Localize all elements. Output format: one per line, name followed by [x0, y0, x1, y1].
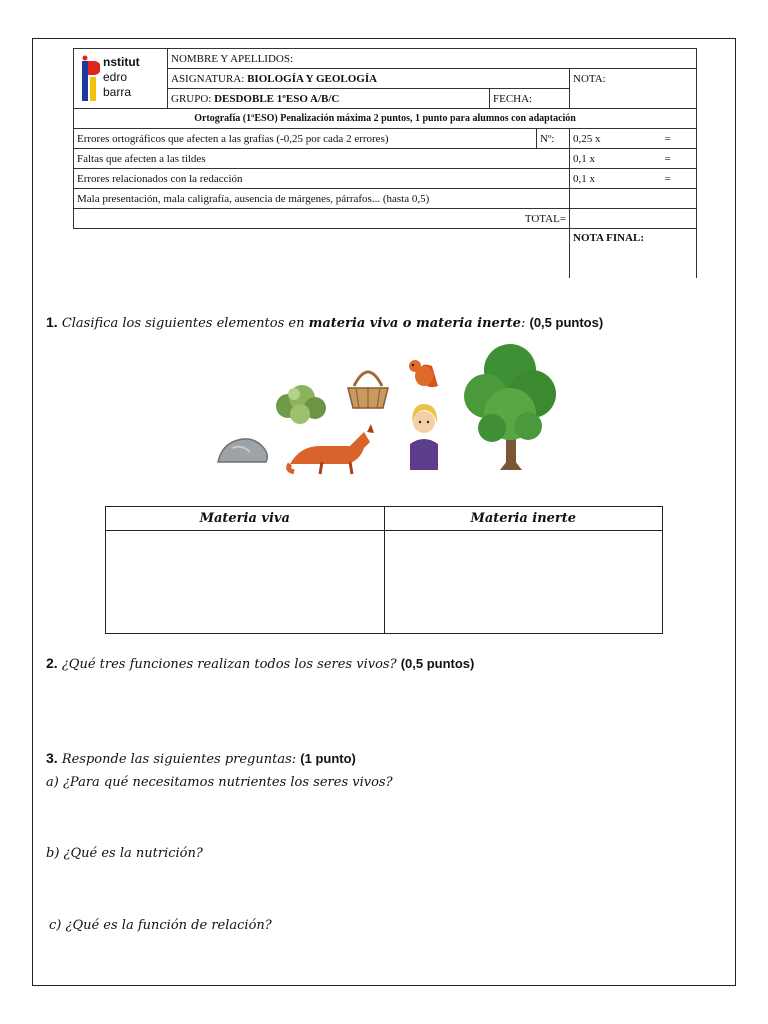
basket-image [348, 372, 388, 408]
materia-table [105, 506, 663, 634]
girl-image [410, 404, 438, 470]
question-1 [46, 314, 603, 331]
ortografia-title: Ortografía (1ºESO) Penalización máxima 2 puntos, 1 punto para alumnos con adaptación [74, 109, 697, 129]
nota-field[interactable] [570, 69, 697, 89]
logo-text-line2: edro [103, 69, 128, 84]
question-3c: c) ¿Qué es la función de relación? [49, 918, 272, 933]
question-1-text: Clasifica los siguientes elementos en [61, 316, 309, 331]
materia-viva-cell[interactable] [106, 531, 385, 634]
question-1-number: 1. [46, 314, 58, 330]
question-2-number: 2. [46, 655, 58, 671]
bush-image [276, 385, 326, 424]
nota-final-label: NOTA FINAL: [570, 229, 697, 279]
penalty-row [74, 169, 697, 189]
logo-text-line3: barra [103, 84, 132, 99]
nota-box[interactable] [570, 89, 697, 109]
penalty-row [74, 149, 697, 169]
question-3-text: Responde las siguientes preguntas: [61, 752, 301, 767]
penalty-mult: 0,1 x [570, 169, 633, 189]
nombre-field[interactable] [168, 49, 697, 69]
penalty-mult: 0,1 x [570, 149, 633, 169]
question-3 [46, 750, 356, 767]
question-3-points: (1 punto) [300, 751, 356, 766]
logo-text-line1: nstitut [103, 54, 140, 69]
grupo-field [168, 89, 490, 109]
penalty-label: Mala presentación, mala caligrafía, ausencia de márgenes, párrafos... (hasta 0,5) [74, 189, 570, 209]
elements-illustration [210, 336, 570, 478]
question-1-after: : [520, 316, 530, 331]
penalty-label: Faltas que afecten a las tildes [74, 149, 570, 169]
grupo-value: DESDOBLE 1ºESO A/B/C [214, 92, 340, 105]
materia-inerte-cell[interactable] [384, 531, 663, 634]
question-2 [46, 655, 474, 672]
penalty-eq: = [633, 149, 697, 169]
question-1-points: (0,5 puntos) [529, 315, 604, 330]
total-value[interactable] [570, 209, 697, 229]
penalty-label: Errores relacionados con la redacción [74, 169, 570, 189]
question-3a: a) ¿Para qué necesitamos nutrientes los seres vivos? [46, 775, 393, 790]
penalty-mult: 0,25 x [570, 129, 633, 149]
asignatura-value: BIOLOGÍA Y GEOLOGÍA [247, 72, 378, 85]
school-logo [74, 49, 168, 109]
asignatura-label: ASIGNATURA: [171, 72, 245, 85]
grupo-label: GRUPO: [171, 92, 212, 105]
penalty-eq: = [633, 169, 697, 189]
question-2-points: (0,5 puntos) [400, 656, 475, 671]
nota-label: NOTA: [573, 72, 606, 85]
penalty-row [74, 129, 697, 149]
question-3b: b) ¿Qué es la nutrición? [46, 846, 203, 861]
materia-viva-header: Materia viva [106, 507, 385, 531]
rock-image [218, 439, 267, 462]
question-2-text: ¿Qué tres funciones realizan todos los seres vivos? [61, 657, 401, 672]
penalty-row [74, 189, 697, 209]
question-3-number: 3. [46, 750, 58, 766]
squirrel-image [409, 360, 438, 387]
penalty-value [570, 189, 697, 209]
fecha-label: FECHA: [493, 92, 533, 105]
logo-mark-icon [82, 55, 100, 105]
asignatura-field [168, 69, 570, 89]
materia-inerte-header: Materia inerte [384, 507, 663, 531]
penalty-n: Nº: [537, 129, 570, 149]
header-table [73, 48, 697, 278]
total-label: TOTAL= [74, 209, 570, 229]
penalty-label: Errores ortográficos que afecten a las grafías (-0,25 por cada 2 errores) [74, 129, 537, 149]
fecha-field[interactable] [490, 89, 570, 109]
fox-image [289, 424, 374, 474]
nombre-label: NOMBRE Y APELLIDOS: [171, 52, 294, 65]
question-1-emphasis: materia viva o materia inerte [308, 316, 521, 331]
tree-image [464, 344, 556, 470]
penalty-eq: = [633, 129, 697, 149]
